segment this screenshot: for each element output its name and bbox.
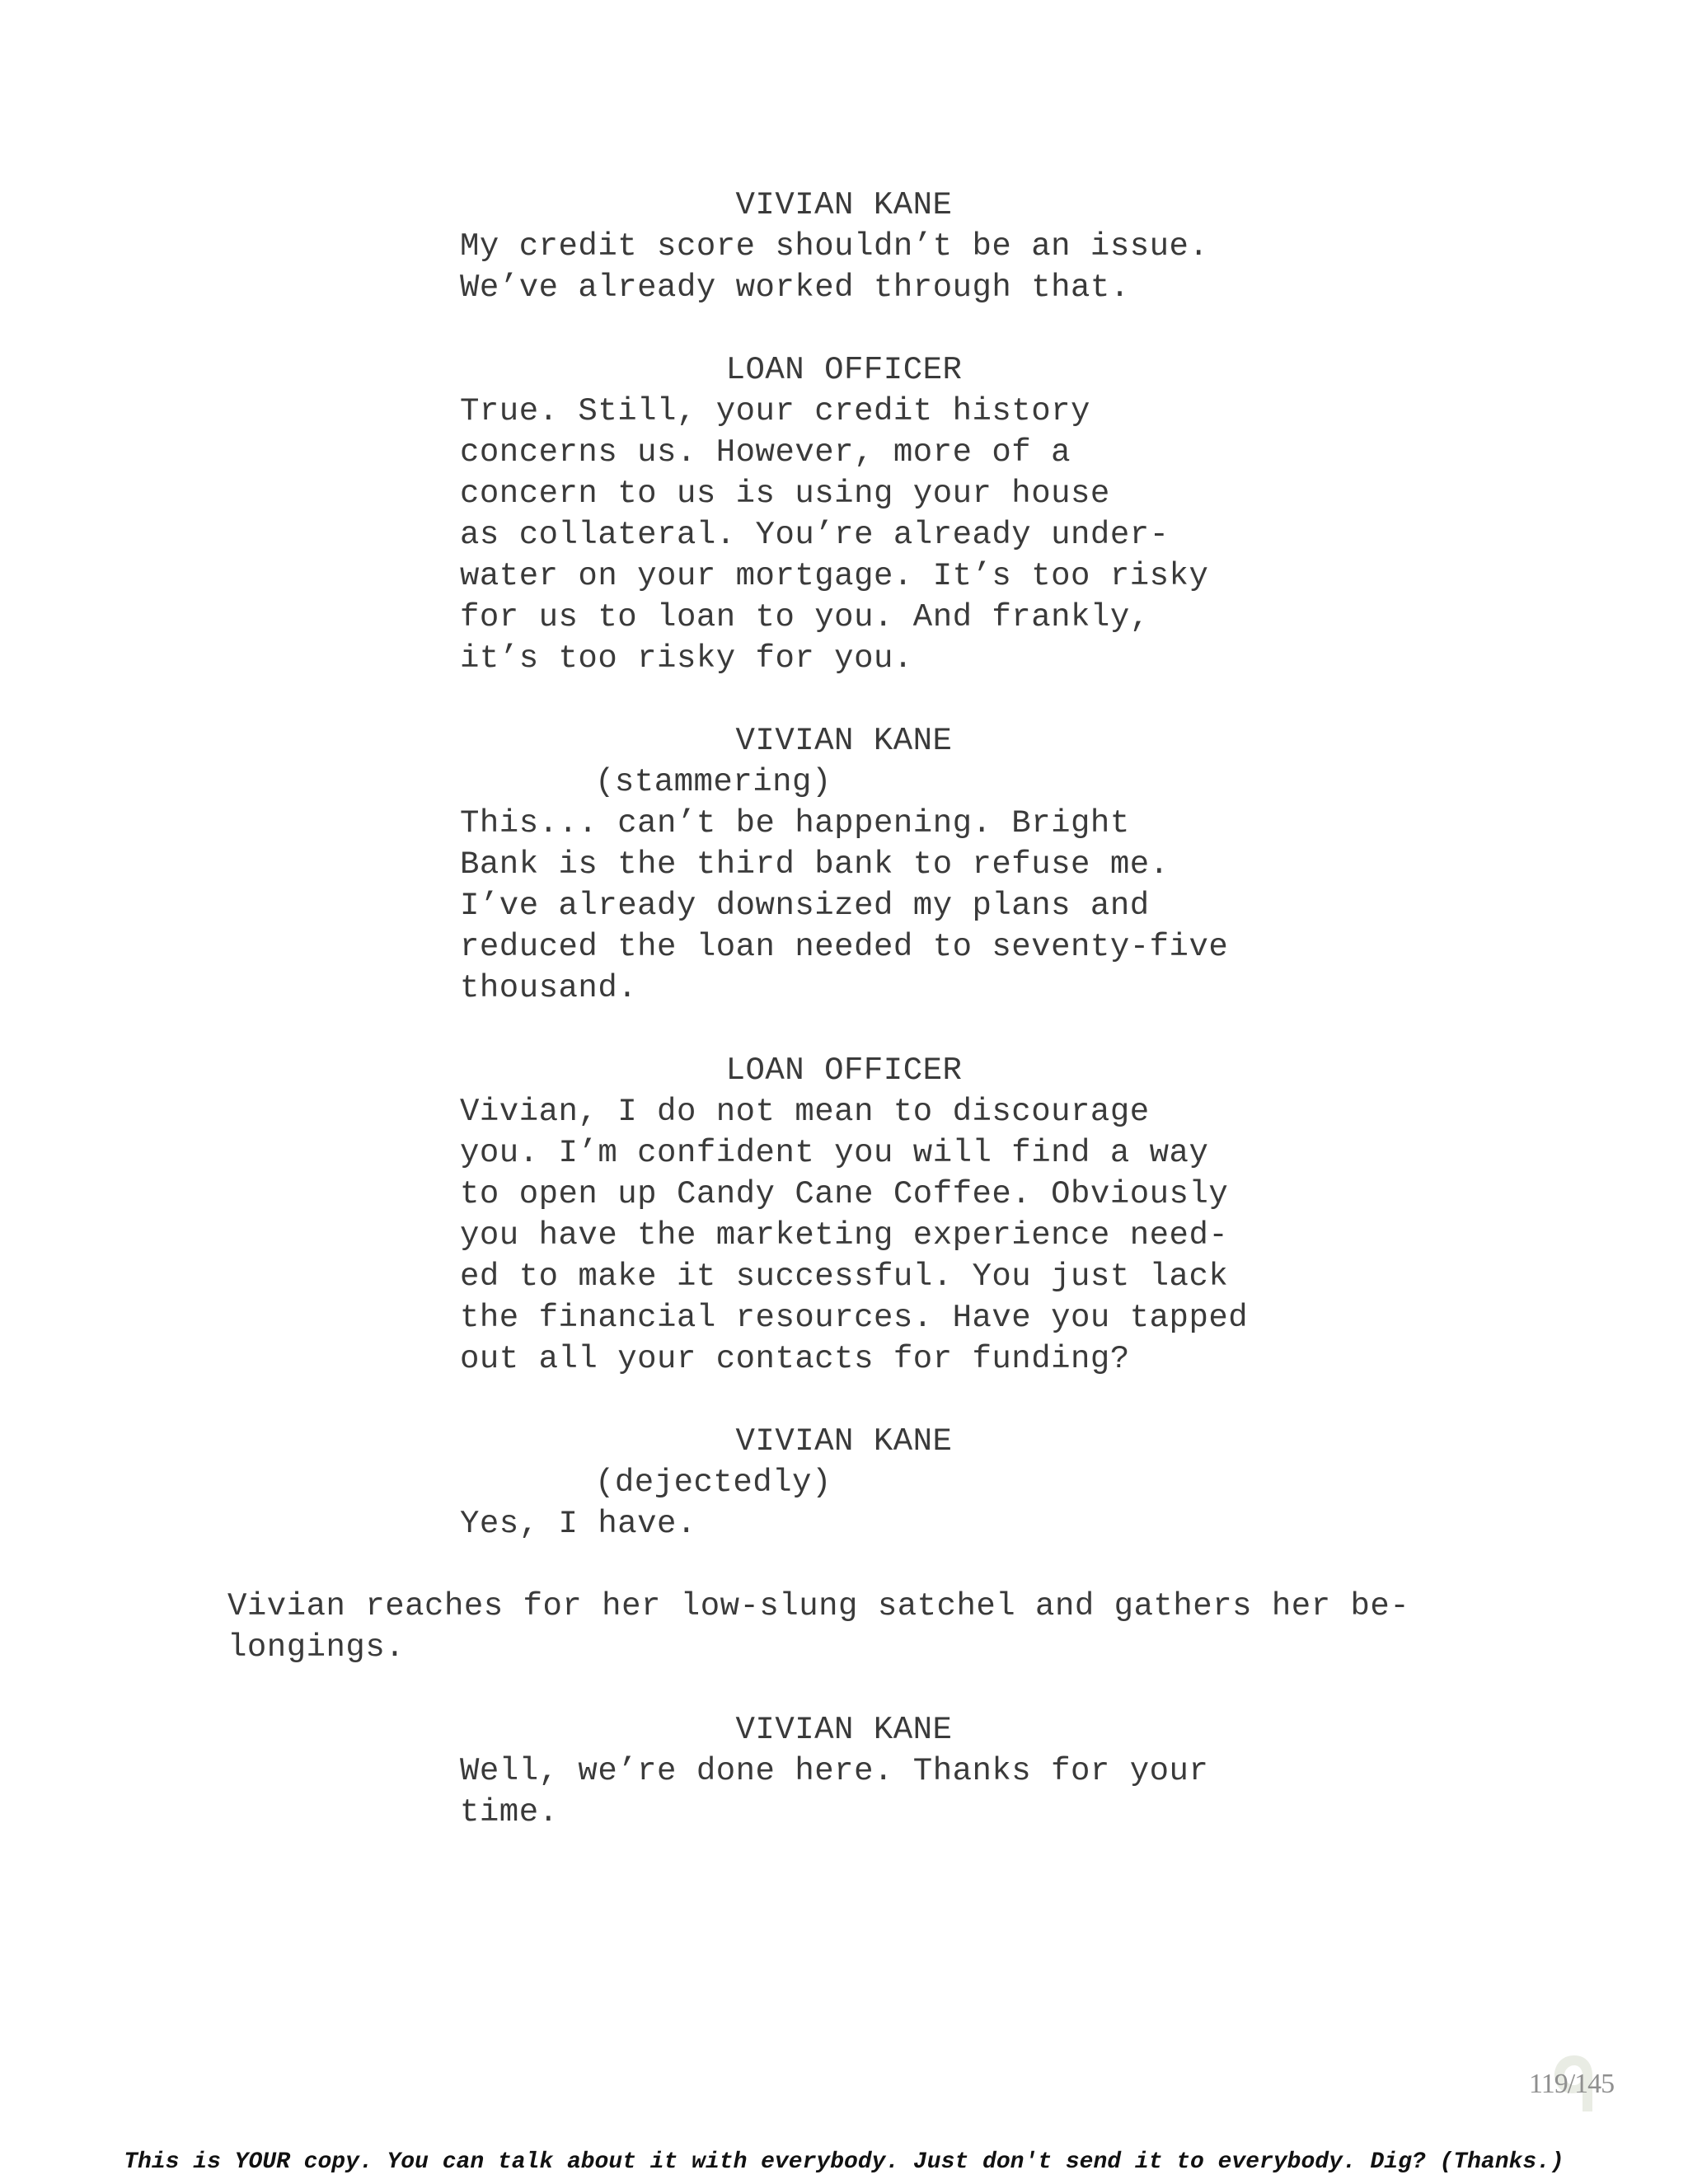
dialogue-line: Well, we’re done here. Thanks for your: [460, 1753, 1209, 1789]
dialogue-line: as collateral. You’re already under-: [460, 517, 1170, 553]
dialogue-line: for us to loan to you. And frankly,: [460, 599, 1150, 635]
dialogue-line: Yes, I have.: [460, 1506, 696, 1542]
character-name: VIVIAN KANE: [735, 187, 953, 223]
dialogue-line: to open up Candy Cane Coffee. Obviously: [460, 1176, 1229, 1212]
dialogue-line: thousand.: [460, 970, 638, 1006]
character-name: LOAN OFFICER: [725, 1052, 963, 1089]
footer-notice: This is YOUR copy. You can talk about it with everybody. Just don't send it to everybody. Dig? (Thanks.): [124, 2149, 1564, 2175]
character-name: VIVIAN KANE: [735, 1423, 953, 1460]
character-name: VIVIAN KANE: [735, 1712, 953, 1748]
dialogue-line: We’ve already worked through that.: [460, 269, 1130, 306]
dialogue-line: time.: [460, 1794, 559, 1830]
dialogue-line: ed to make it successful. You just lack: [460, 1258, 1229, 1295]
dialogue-line: Bank is the third bank to refuse me.: [460, 846, 1170, 883]
page-number: 119/145: [1529, 2069, 1615, 2099]
action-line: Vivian reaches for her low-slung satchel and gathers her be-: [227, 1588, 1410, 1624]
dialogue-line: the financial resources. Have you tapped: [460, 1300, 1249, 1336]
character-name: LOAN OFFICER: [725, 352, 963, 388]
dialogue-line: I’ve already downsized my plans and: [460, 888, 1150, 924]
dialogue-line: out all your contacts for funding?: [460, 1341, 1130, 1377]
dialogue-line: True. Still, your credit history: [460, 393, 1090, 429]
dialogue-line: This... can’t be happening. Bright: [460, 805, 1130, 841]
parenthetical: (stammering): [595, 764, 832, 800]
dialogue-line: Vivian, I do not mean to discourage: [460, 1094, 1150, 1130]
action-line: longings.: [227, 1629, 406, 1666]
dialogue-line: concerns us. However, more of a: [460, 434, 1071, 471]
dialogue-line: you. I’m confident you will find a way: [460, 1135, 1209, 1171]
dialogue-line: you have the marketing experience need-: [460, 1217, 1229, 1254]
dialogue-line: it’s too risky for you.: [460, 640, 913, 677]
dialogue-line: water on your mortgage. It’s too risky: [460, 558, 1209, 594]
dialogue-line: My credit score shouldn’t be an issue.: [460, 228, 1209, 265]
character-name: VIVIAN KANE: [735, 723, 953, 759]
dialogue-line: reduced the loan needed to seventy-five: [460, 929, 1229, 965]
dialogue-line: concern to us is using your house: [460, 476, 1110, 512]
parenthetical: (dejectedly): [595, 1465, 832, 1501]
